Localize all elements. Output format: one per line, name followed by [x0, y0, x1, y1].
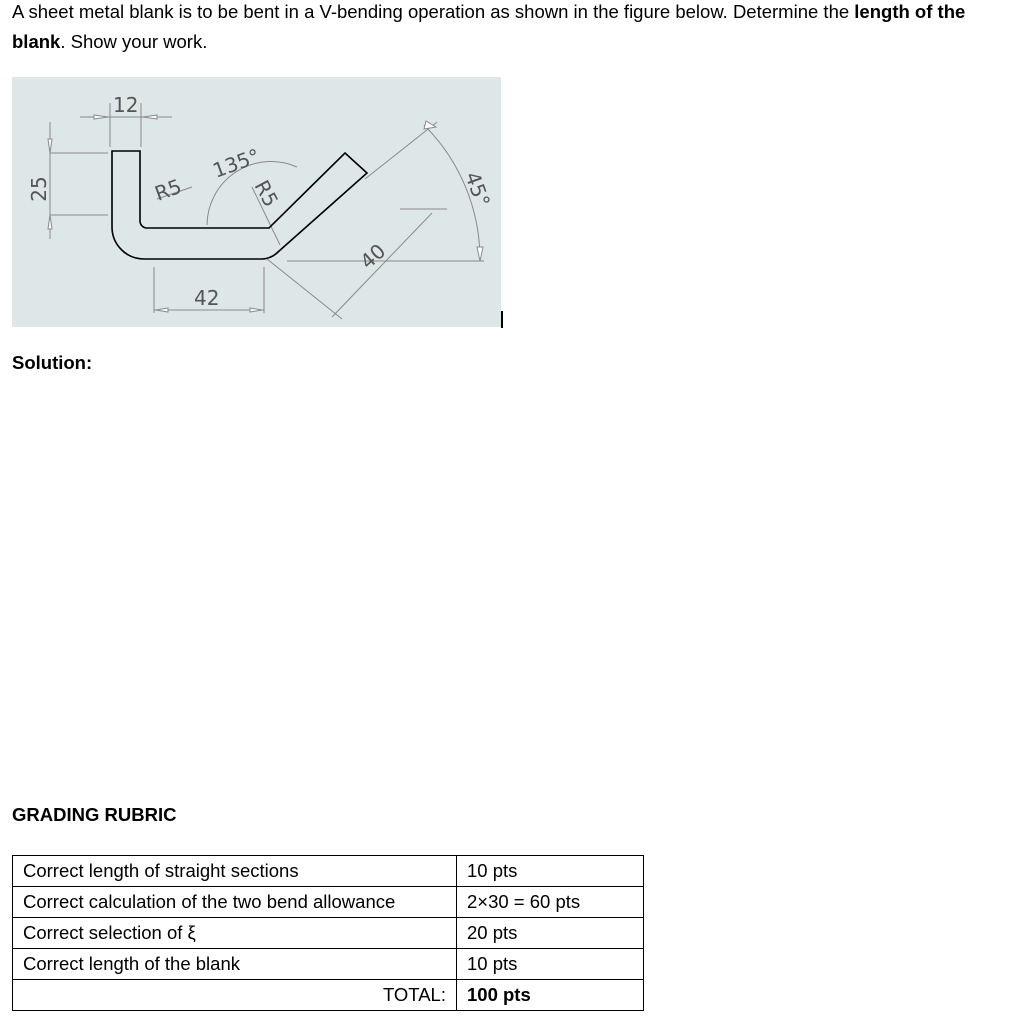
criterion-cell: Correct calculation of the two bend allowance [13, 887, 457, 918]
label-r5-right: R5 [249, 176, 284, 211]
diagram-background [12, 77, 501, 327]
label-40: 40 [355, 238, 391, 274]
points-cell: 10 pts [457, 856, 644, 887]
points-cell: 2×30 = 60 pts [457, 887, 644, 918]
question-part2: . Show your work. [60, 31, 208, 52]
criterion-cell: Correct length of straight sections [13, 856, 457, 887]
rubric-table [12, 855, 644, 1011]
points-cell: 10 pts [457, 949, 644, 980]
solution-label: Solution: [12, 352, 93, 373]
label-angle-135: 135° [209, 143, 263, 183]
table-row [13, 949, 644, 980]
total-row [13, 980, 644, 1011]
label-angle-45: 45° [460, 168, 495, 211]
question-part1: A sheet metal blank is to be bent in a V-bending operation as shown in the figure below. Determine the [12, 1, 855, 22]
text-cursor [501, 311, 503, 328]
total-points: 100 pts [457, 980, 644, 1011]
label-12: 12 [113, 93, 139, 117]
label-r5-left: R5 [151, 174, 185, 206]
label-42: 42 [194, 286, 220, 310]
rubric-title: GRADING RUBRIC [12, 804, 177, 825]
table-row [13, 887, 644, 918]
question-bold: length of the blank [12, 1, 966, 52]
bend-diagram-svg [12, 77, 501, 327]
label-25: 25 [27, 176, 51, 202]
table-row [13, 918, 644, 949]
question-text [12, 0, 1017, 57]
criterion-cell: Correct length of the blank [13, 949, 457, 980]
total-label: TOTAL: [13, 980, 457, 1011]
table-row [13, 856, 644, 887]
points-cell: 20 pts [457, 918, 644, 949]
bend-diagram [12, 77, 501, 327]
criterion-cell: Correct selection of ξ [13, 918, 457, 949]
